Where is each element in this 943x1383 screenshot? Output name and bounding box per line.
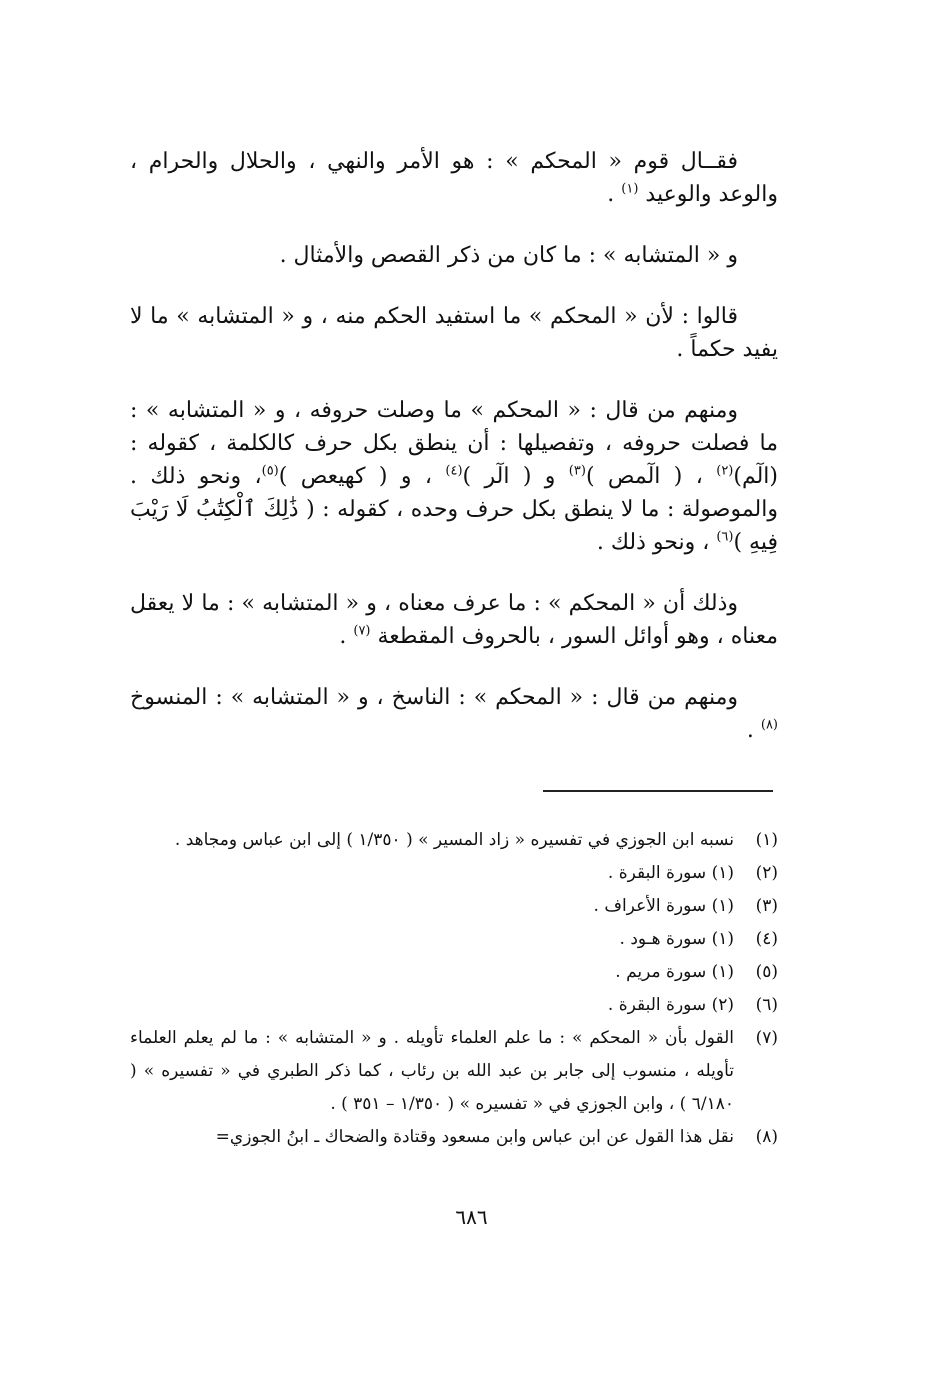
footnote-text: نسبه ابن الجوزي في تفسيره « زاد المسير » ( ١/٣٥٠ ) إلى ابن عباس ومجاهد . — [174, 830, 734, 850]
paragraph-5 — [130, 587, 778, 653]
paragraph-segment: و ( الٓر ) — [462, 464, 569, 489]
footnote-number: (٥) — [755, 962, 778, 982]
footnote-number: (٤) — [755, 929, 778, 949]
paragraph-2 — [130, 239, 778, 272]
footnote-item — [130, 890, 778, 923]
footnote-text: (٢) سورة البقرة . — [607, 995, 734, 1015]
paragraph-text: قالوا : لأن « المحكم » ما استفيد الحكم منه ، و « المتشابه » ما لا يفيد حكماً . — [130, 304, 778, 362]
footnote-text: (١) سورة مريم . — [615, 962, 734, 982]
footnote-text: نقل هذا القول عن ابن عباس وابن مسعود وقتادة والضحاك ـ ابنُ الجوزي= — [215, 1127, 734, 1147]
paragraph-1 — [130, 145, 778, 211]
paragraph-text: ومنهم من قال : « المحكم » : الناسخ ، و « المتشابه » : المنسوخ — [130, 685, 738, 710]
footnote-item — [130, 956, 778, 989]
footnote-text: (١) سورة الأعراف . — [593, 896, 734, 916]
footnote-number: (٨) — [755, 1127, 778, 1147]
footnote-number: (٣) — [755, 896, 778, 916]
footnote-item — [130, 824, 778, 857]
footnote-number: (٢) — [755, 863, 778, 883]
footnote-ref: (٤) — [445, 463, 463, 479]
paragraph-segment: ، و ( كهيعص ) — [278, 464, 446, 489]
paragraph-text: فقــال قوم « المحكم » : هو الأمر والنهي ، والحلال والحرام ، والوعد والوعيد — [130, 149, 778, 207]
footnote-number: (١) — [755, 830, 778, 850]
footnote-number: (٧) — [755, 1028, 778, 1048]
paragraph-text: ومنهم من قال : « المحكم » ما وصلت حروفه ، و « المتشابه » : ما فصلت حروفه ، وتفصيلها : أن ينطق بكل حرف كالكلمة ، كقوله : (الٓم) — [130, 398, 778, 489]
main-text — [130, 145, 778, 775]
paragraph-text: وذلك أن « المحكم » : ما عرف معناه ، و « المتشابه » : ما لا يعقل معناه ، وهو أوائل السور ، بالحروف المقطعة — [130, 591, 778, 649]
footnote-number: (٦) — [755, 995, 778, 1015]
paragraph-tail: . — [746, 718, 754, 743]
footnote-ref: (٥) — [261, 463, 279, 479]
paragraph-tail: . — [339, 624, 347, 649]
paragraph-tail: . — [607, 182, 615, 207]
footnotes — [130, 824, 778, 1154]
footnote-item — [130, 1022, 778, 1121]
footnote-text: (١) سورة البقرة . — [607, 863, 734, 883]
paragraph-segment: ، ونحو ذلك . — [596, 530, 717, 555]
footnote-item — [130, 989, 778, 1022]
footnote-separator — [543, 790, 773, 792]
footnote-ref: (٨) — [760, 717, 778, 733]
paragraph-3 — [130, 300, 778, 366]
footnote-ref: (٣) — [568, 463, 586, 479]
paragraph-4 — [130, 394, 778, 559]
footnote-ref: (٦) — [716, 529, 734, 545]
footnote-text: (١) سورة هـود . — [619, 929, 734, 949]
footnote-item — [130, 923, 778, 956]
paragraph-segment: ، ونحو ذلك . والموصولة : ما لا ينطق بكل حرف وحده ، كقوله : ( ذَٰلِكَ ٱلْكِتَٰبُ لَا رَيْبَ فِيهِ ) — [130, 464, 778, 555]
footnote-item — [130, 857, 778, 890]
footnote-text: القول بأن « المحكم » : ما علم العلماء تأويله . و « المتشابه » : ما لم يعلم العلماء تأويله ، منسوب إلى جابر بن عبد الله بن رئاب ، كما ذكر الطبري في « تفسيره » ( ٦/١٨٠ ) ، وابن الجوزي في « تفسيره » ( ١/٣٥٠ – ٣٥١ ) . — [130, 1028, 734, 1114]
footnote-ref: (١) — [621, 181, 639, 197]
paragraph-6 — [130, 681, 778, 747]
paragraph-segment: ، ( الٓمص ) — [585, 464, 717, 489]
paragraph-text: و « المتشابه » : ما كان من ذكر القصص والأمثال . — [279, 243, 738, 268]
page-number: ٦٨٦ — [455, 1205, 488, 1229]
footnote-ref: (٧) — [353, 623, 371, 639]
footnote-item — [130, 1121, 778, 1154]
footnote-ref: (٢) — [716, 463, 734, 479]
